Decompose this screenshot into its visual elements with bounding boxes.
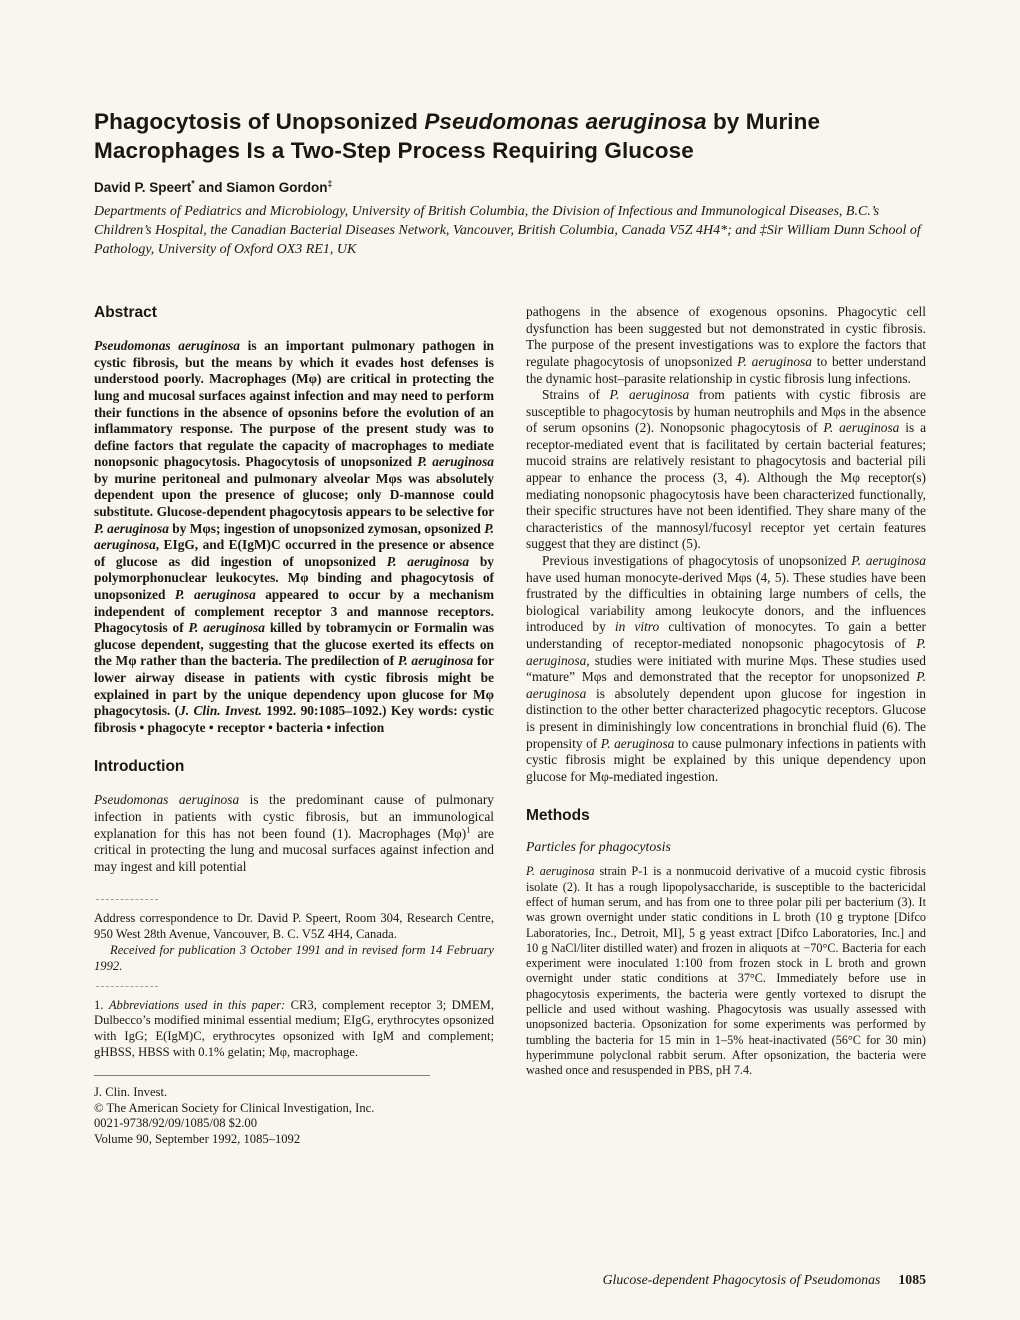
article-title: Phagocytosis of Unopsonized Pseudomonas aeruginosa by Murine Macrophages Is a Two-Step Process Requiring Glucose xyxy=(94,109,821,163)
right-column xyxy=(526,304,926,1078)
introduction-paragraph: Pseudomonas aeruginosa is the predominant cause of pulmonary infection in patients with cystic fibrosis, but an immunological explanation for this has not been found (1). Macrophages $(M\varphi)^1$ are critical in protecting the lung and mucosal surfaces against infection and may ingest and kill potential xyxy=(94,792,494,874)
abbreviations-note: 1. Abbreviations used in this paper: CR3, complement receptor 3; DMEM, Dulbecco’s modified minimal essential medium; EIgG, erythrocytes opsonized with IgG; E(IgM)C, erythrocytes opsonized with IgM and complement; gHBSS, HBSS with 0.1% gelatin; Mφ, macrophage. xyxy=(94,997,494,1059)
footnote-block xyxy=(94,899,494,1148)
methods-subheading: Particles for phagocytosis xyxy=(526,839,671,855)
continuation-paragraph-1: pathogens in the absence of exogenous opsonins. Phagocytic cell dysfunction has been suggested but not demonstrated in cystic fibrosis. The purpose of the present investigations was to explore the factors that regulate phagocytosis of unopsonized P. aeruginosa to better understand the dynamic host–parasite relationship in cystic fibrosis lung infections. xyxy=(526,304,926,386)
methods-paragraph: P. aeruginosa strain P-1 is a nonmucoid derivative of a mucoid cystic fibrosis isolate (2). It has a rough lipopolysaccharide, is susceptible to the bactericidal effect of human serum, and has from one to three polar pili per bacterium (3). It was grown overnight under static conditions in L broth (10 g tryptone [Difco Laboratories, Inc., Detroit, MI], 5 g yeast extract [Difco Laboratories, Inc.] and 10 g NaCl/liter distilled water) and frozen in aliquots at −70°C. Bacteria for each experiment were inoculated 1:100 from frozen stock in L broth and grown overnight under static conditions at 37°C. Immediately before use in phagocytosis experiments, the bacteria were gently vortexed to disrupt the pellicle and used without washing. Phagocytosis was usually assessed with unopsonized bacteria. Opsonization for some experiments was performed by tumbling the bacteria for 15 min in 1–5% heat-inactivated (56°C for 30 min) hyperimmune polyclonal rabbit serum. After opsonization, the bacteria were washed once and resuspended in PBS, pH 7.4. xyxy=(526,864,927,1078)
introduction-heading: Introduction xyxy=(94,758,185,776)
two-column-body xyxy=(94,304,926,1148)
article-authors: David P. Speert* and Siamon Gordon‡ xyxy=(94,178,333,196)
left-column xyxy=(94,304,494,1148)
journal-credit-block xyxy=(94,1085,494,1148)
journal-volume: Volume 90, September 1992, 1085–1092 xyxy=(94,1132,301,1147)
running-title: Glucose-dependent Phagocytosis of Pseudomonas xyxy=(602,1272,881,1287)
methods-heading: Methods xyxy=(526,807,590,825)
footnote-separator-2 xyxy=(96,986,158,987)
journal-copyright: © The American Society for Clinical Investigation, Inc. xyxy=(94,1100,375,1115)
continuation-paragraph-2: Strains of P. aeruginosa from patients with cystic fibrosis are susceptible to phagocytosis by human neutrophils and Mφs in the absence of serum opsonins (2). Nonopsonic phagocytosis of P. aeruginosa is a receptor-mediated event that is facilitated by certain bacterial features; mucoid strains are relatively resistant to phagocytosis and bacterial pili appear to enhance the process (3, 4). Although the Mφ receptor(s) mediating nonopsonic phagocytosis have been characterized functionally, their specific structures have not been identified. They share many of the characteristics of the mannosyl/fucosyl receptor yet certain features suggest that they are distinct (5). xyxy=(526,387,927,552)
correspondence-note: Address correspondence to Dr. David P. Speert, Room 304, Research Centre, 950 West 28th Avenue, Vancouver, B. C. V5Z 4H4, Canada. xyxy=(94,911,494,942)
page-number: 1085 xyxy=(898,1272,926,1287)
continuation-paragraph-3: Previous investigations of phagocytosis of unopsonized P. aeruginosa have used human monocyte-derived Mφs (4, 5). These studies have been frustrated by the difficulties in obtaining large numbers of cells, the biological variability among leukocyte donors, and the influences introduced by in vitro cultivation of monocytes. To gain a better understanding of receptor-mediated nonopsonic phagocytosis of P. aeruginosa, studies were initiated with murine Mφs. These studies used “mature” Mφs and demonstrated that the receptor for unopsonized P. aeruginosa is absolutely dependent upon glucose for ingestion in distinction to the other better characterized phagocytic receptors. Glucose is present in diminishingly low concentrations in bronchial fluid (6). The propensity of P. aeruginosa to cause pulmonary infections in patients with cystic fibrosis might be explained by this unique dependency upon glucose for Mφ-mediated ingestion. xyxy=(526,553,927,784)
footnote-separator xyxy=(96,899,158,900)
abstract-heading: Abstract xyxy=(94,304,157,322)
journal-fee-code: 0021-9738/92/09/1085/08 $2.00 xyxy=(94,1116,258,1131)
received-note: Received for publication 3 October 1991 and in revised form 14 February 1992. xyxy=(94,942,494,973)
page-footer xyxy=(603,1272,926,1288)
abstract-text: Pseudomonas aeruginosa is an important pulmonary pathogen in cystic fibrosis, but the means by which it evades host defenses is understood poorly. Macrophages (Mφ) are critical in protecting the lung and mucosal surfaces against infection and may need to perform their functions in the absence of opsonins before the evolution of an inflammatory response. The purpose of the present study was to define factors that regulate the capacity of macrophages to mediate nonopsonic phagocytosis. Phagocytosis of unopsonized P. aeruginosa by murine peritoneal and pulmonary alveolar Mφs was absolutely dependent upon the presence of glucose; only D-mannose could substitute. Glucose-dependent phagocytosis appears to be selective for P. aeruginosa by Mφs; ingestion of unopsonized zymosan, opsonized P. aeruginosa, EIgG, and E(IgM)C occurred in the presence or absence of glucose as did ingestion of unopsonized P. aeruginosa by polymorphonuclear leukocytes. Mφ binding and phagocytosis of unopsonized P. aeruginosa appeared to occur by a mechanism independent of complement receptor 3 and mannose receptors. Phagocytosis of P. aeruginosa killed by tobramycin or Formalin was glucose dependent, suggesting that the glucose exerted its effects on the Mφ rather than the bacteria. The predilection of P. aeruginosa for lower airway disease in patients with cystic fibrosis might be explained in part by the unique dependency upon glucose for Mφ phagocytosis. (J. Clin. Invest. 1992. 90:1085–1092.) Key words: cystic fibrosis • phagocyte • receptor • bacteria • infection xyxy=(94,338,495,735)
journal-rule xyxy=(94,1075,430,1076)
page-content xyxy=(94,108,926,1148)
journal-name: J. Clin. Invest. xyxy=(94,1084,168,1099)
article-affiliations: Departments of Pediatrics and Microbiology, University of British Columbia, the Division of Infectious and Immunological Diseases, B.C.’s Children’s Hospital, the Canadian Bacterial Diseases Network, Vancouver, British Columbia, Canada V5Z 4H4*; and ‡Sir William Dunn School of Pathology, University of Oxford OX3 RE1, UK xyxy=(94,204,921,258)
